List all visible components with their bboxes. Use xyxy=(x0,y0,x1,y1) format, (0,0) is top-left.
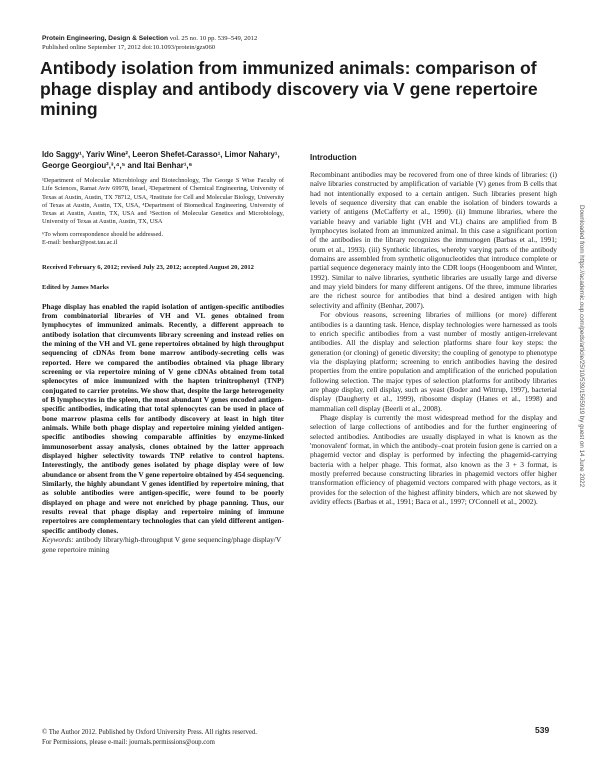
copyright-line: © The Author 2012. Published by Oxford University Press. All rights reserved. xyxy=(42,729,257,736)
correspondence-email[interactable]: E-mail: benhar@post.tau.ac.il xyxy=(42,239,118,247)
keywords-text: antibody library/high-throughput V gene sequencing/phage display/V gene repertoire mining xyxy=(42,535,282,554)
abstract: Phage display has enabled the rapid isolation of antigen-specific antibodies from combinatorial libraries of VH and VL genes obtained from lymphocytes of immunized animals. Recently, a different approach to antibody isolation that circumvents library screening and instead relies on the mining of the VH and VL gene repertoires obtained by high throughput sequencing of cDNAs from bone marrow antibody-secreting cells was reported. Here we compared the antibodies obtained via phage library screening or via repertoire mining of V gene cDNAs obtained from total splenocytes of mice immunized with the hapten trinitrophenyl (TNP) conjugated to carrier proteins. We show that, despite the large heterogeneity of B lymphocytes in the spleen, the most abundant V genes encoded antigen-specific antibodies, indicating that total splenocytes can be used in place of bone marrow plasma cells for antibody discovery at least in high titer animals. While both phage display and repertoire mining yielded antigen-specific antibodies showing comparable affinities by enzyme-linked immunosorbent assay analysis, clones obtained by the latter approach displayed higher selectivity towards TNP relative to control haptens. Interestingly, the antibody genes isolated by phage display were of low abundance or absent from the V gene repertoire obtained by 454 sequencing. Similarly, the highly abundant V genes identified by repertoire mining, that as soluble antibodies were antigen-specific, were found to be poorly displayed on phage and were not enriched by phage panning. Thus, our results reveal that phage display and repertoire mining of immune repertoires are complementary technologies that can yield different antigen-specific antibody clones. xyxy=(42,301,284,535)
page-number: 539 xyxy=(535,725,550,735)
received-dates: Received February 6, 2012; revised July 23, 2012; accepted August 20, 2012 xyxy=(42,264,254,272)
intro-paragraph-2: For obvious reasons, screening libraries of millions (or more) different antibodies is a daunting task. Hence, display technologies were harnessed as tools to enrich specific antibodies from a vast number of mostly antigen-irrelevant antibodies. All the display and selection platforms share four key steps: the generation (or cloning) of genetic diversity; the coupling of genotype to phenotype via the displaying platform; screening to enrich antibodies having the desired properties from the entire population and amplification of the enriched population following selection. The major types of selection platforms for antibody libraries are phage display, cell display, such as yeast (Boder and Wittrup, 1997), bacterial display (Daugherty et al., 1999), ribosome display (Hanes et al., 1998) and mammalian cell display (Beerli et al., 2008). xyxy=(310,310,557,413)
keywords-label: Keywords: xyxy=(42,535,74,545)
introduction-heading: Introduction xyxy=(310,153,357,162)
right-column xyxy=(310,150,557,506)
download-watermark xyxy=(575,205,587,585)
intro-paragraph-3: Phage display is currently the most widespread method for the display and selection of large collections of antibodies and for the further engineering of selected antibodies. Antibodies are usually displayed in what is known as the 'monovalent' format, in which the antibody–coat protein fusion gene is carried on a phagemid vector and display is performed by infecting the phagemid-carrying bacteria with a helper phage. This format, also known as the 3 + 3 format, is mostly preferred because constructing libraries in phagemid vectors offer higher transformation efficiency of phagemid vectors compared with phage vectors, as it provides for the selection of the highest affinity binders, which are not skewed by avidity effects (Barbas et al., 1991; Baca et al., 1997; O'Connell et al., 2002). xyxy=(310,412,557,507)
download-note: Downloaded from https://academic.oup.com/peds/article/25/10/539/1565919 by guest on 14 June 2022 xyxy=(578,205,585,488)
journal-name: Protein Engineering, Design & Selection xyxy=(42,35,169,42)
author-list: Ido Saggy¹, Yariv Wine², Leeron Shefet-Carasso¹, Limor Nahary¹, George Georgiou²,³,⁴,⁵ and Itai Benhar¹,⁶ xyxy=(42,150,280,170)
journal-doi-line: Published online September 17, 2012 doi:10.1093/protein/gzs060 xyxy=(42,43,216,51)
article-title: Antibody isolation from immunized animals: comparison of phage display and antibody discovery via V gene repertoire mining xyxy=(40,58,538,119)
journal-volume: vol. 25 no. 10 pp. 539–549, 2012 xyxy=(168,35,258,42)
correspondence-note xyxy=(42,231,284,248)
journal-header xyxy=(42,35,462,52)
edited-by: Edited by James Marks xyxy=(42,283,109,291)
keywords xyxy=(42,535,284,554)
intro-paragraph-1: Recombinant antibodies may be recovered from one of three kinds of libraries: (i) naïve libraries constructed by amplification of variable (V) genes from B cells that had not intentionally exposed to a certain antigen. Such libraries present high levels of sequence diversity that can enable the isolation of binders towards a variety of antigens (McCafferty et al., 1990). (ii) Immune libraries, where the variable heavy and variable light (VH and VL) chains are amplified from B lymphocytes isolated from an immunized animal. In this case a significant portion of the antibodies in the library recognizes the immunogen (Barbas et al., 1991; orum et al., 1993). (iii) Synthetic libraries, whereby varying parts of the antibody domains are assembled from synthetic oligonucleotides that introduce complete or partial sequence degeneracy mainly into the CDR loops (Hoogenboom and Winter, 1992). Similar to naïve libraries, synthetic libraries are usually large and diverse and may yield binders for many different antigens. Of the three, immune libraries are the richest source for antibodies that bind a desired antigen with high selectivity and affinity (Benhar, 2007). xyxy=(310,170,557,310)
left-column xyxy=(42,150,284,554)
permissions-line: For Permissions, please e-mail: journals.permissions@oup.com xyxy=(42,739,215,746)
correspondence-text: ⁶To whom correspondence should be addressed. xyxy=(42,230,164,238)
footer xyxy=(42,728,562,748)
affiliations: ¹Department of Molecular Microbiology and Biotechnology, The George S Wise Faculty of Life Sciences, Ramat Aviv 69978, Israel, ²Department of Chemical Engineering, University of Texas at Austin, Austin, TX 78712, USA, ³Institute for Cell and Molecular Biology, University of Texas at Austin, Austin, TX, USA, ⁴Department of Biomedical Engineering, University of Texas at Austin, Austin, TX, USA and ⁵Section of Molecular Genetics and Microbiology, University of Texas at Austin, Austin, TX, USA xyxy=(42,177,284,226)
